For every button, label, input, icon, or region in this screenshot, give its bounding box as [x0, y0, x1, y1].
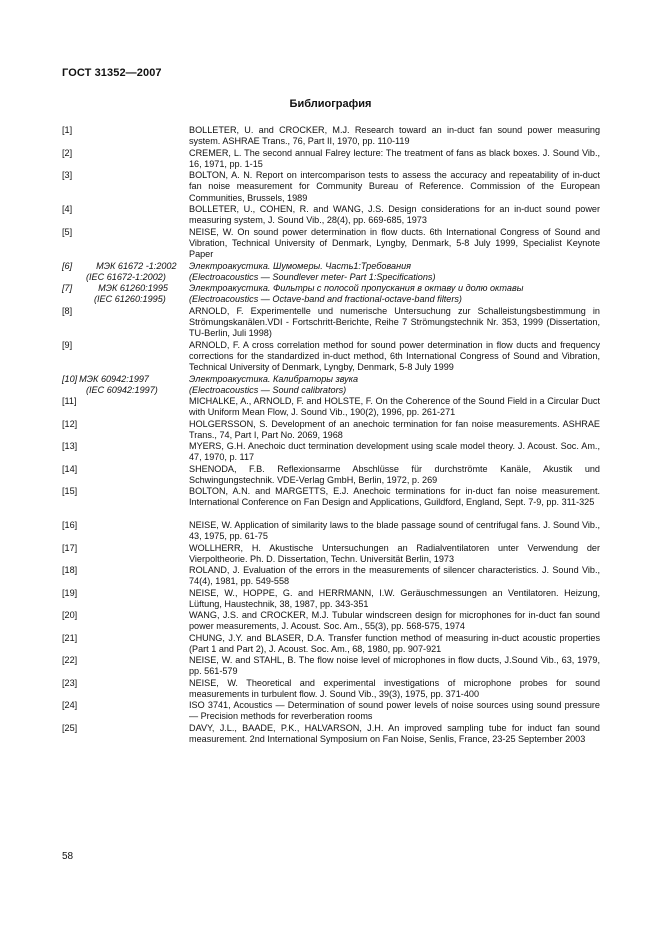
entry-text: SHENODA, F.B. Reflexionsarme Abschlüsse für durchströmte Kanäle, Akustik und Schwingungstechnik. VDE-Verlag GmbH, Berlin, 1972, p. 269 — [189, 463, 600, 485]
bib-entry-22 — [62, 655, 600, 678]
entry-number: [14] — [62, 463, 78, 474]
entry-text: ARNOLD, F. Experimentelle und numerische Untersuchung zur Schalleistungsbestimmung in Strömungskanälen.VDI - Fortschritt-Berichte, Reihe 7 Strömungstechnik Nr. 353, 1999 (Dissertation, TU-Berlin, Juli 1998) — [189, 305, 600, 339]
entry-number: [22] — [62, 655, 78, 665]
entry-text: BOLTON, A.N. and MARGETTS, E.J. Anechoic terminations for in-duct fan noise measurement. International Conference on Fan Design and Applications, Guildford, England, Sept. 7-9, pp. 311-325 — [189, 486, 600, 508]
entry-text-en: (Electroacoustics — Octave-band and fractional-octave-band filters) — [189, 294, 462, 305]
bib-entry-13 — [62, 441, 600, 464]
entry-number: [18] — [62, 565, 78, 575]
entry-number: [16] — [62, 520, 78, 530]
entry-text: DAVY, J.L., BAADE, P.K., HALVARSON, J.H. An improved sampling tube for induct fan sound measurement. 2nd International Symposium on Fan Noise, Senlis, France, 23-25 September 2003 — [189, 722, 600, 744]
bib-entry-25 — [62, 723, 600, 757]
entry-text: Электроакустика. Фильтры с полосой пропускания в октаву и долю октавы — [189, 283, 524, 293]
bibliography-list — [62, 125, 600, 757]
entry-number: [1] — [62, 125, 73, 135]
bib-entry-5 — [62, 227, 600, 261]
bib-entry-16 — [62, 520, 600, 543]
entry-text: Электроакустика. Калибраторы звука — [189, 373, 359, 384]
entry-text: WANG, J.S. and CROCKER, M.J. Tubular windscreen design for microphones for in-duct fan sound power measurements, J. Acoust. Soc. Am., 55(3), pp. 568-575, 1974 — [189, 610, 600, 632]
entry-text: NEISE, W. and STAHL, B. The flow noise level of microphones in flow ducts, J.Sound Vib., 63, 1979, pp. 561-579 — [189, 655, 600, 677]
document-code: ГОСТ 31352—2007 — [62, 67, 162, 79]
entry-number: [4] — [62, 204, 73, 214]
bib-entry-11 — [62, 396, 600, 419]
entry-number: [23] — [62, 677, 78, 688]
entry-number: [7] МЭК 61260:1995 — [62, 283, 168, 293]
entry-standard-code: МЭК 61672 -1:2002 — [96, 260, 177, 271]
entry-number: [6] МЭК 61672 -1:2002 — [62, 260, 177, 271]
bib-entry-20 — [62, 610, 600, 633]
entry-text: CHUNG, J.Y. and BLASER, D.A. Transfer function method of measuring in-duct acoustic properties (Part 1 and Part 2), J. Acoust. Soc. Am., 68, 1980, pp. 907-921 — [189, 632, 600, 654]
bib-entry-7 — [62, 283, 600, 306]
entry-standard-code-en: (IEC 61672-1:2002) — [86, 271, 166, 282]
entry-text: ISO 3741, Acoustics — Determination of sound power levels of noise sources using sound pressure — Precision methods for reverberation rooms — [189, 700, 600, 722]
entry-number: [21] — [62, 632, 78, 643]
bib-entry-18 — [62, 565, 600, 588]
entry-number: [13] — [62, 441, 78, 451]
entry-text: ARNOLD, F. A cross correlation method for sound power determination in flow ducts and frequency corrections for the standardized in-duct method, 6th International Congress of Sound and Vibration, Technical University of Denmark, Lyngby, Denmark, 5-8 July 1999 — [189, 339, 600, 373]
bib-entry-15 — [62, 486, 600, 520]
entry-number: [17] — [62, 542, 78, 553]
entry-number: [25] — [62, 722, 78, 733]
bib-entry-1 — [62, 125, 600, 148]
entry-number: [12] — [62, 418, 78, 429]
entry-standard-code: МЭК 60942:1997 — [79, 373, 149, 384]
entry-number: [19] — [62, 587, 78, 598]
entry-number: [8] — [62, 305, 73, 316]
entry-text: MYERS, G.H. Anechoic duct termination development using scale model theory. J. Acoust. Soc. Am., 47, 1970, p. 117 — [189, 441, 600, 463]
entry-number: [24] — [62, 700, 78, 710]
bib-entry-24 — [62, 700, 600, 723]
entry-text: Электроакустика. Шумомеры. Часть1:Требования — [189, 260, 411, 271]
entry-text: WOLLHERR, H. Akustische Untersuchungen an Radialventilatoren unter Verwendung der Vierpoltheorie. Ph. D. Dissertation, Techn. Universität Berlin, 1973 — [189, 542, 600, 564]
page-title: Библиография — [289, 98, 372, 110]
bib-entry-21 — [62, 633, 600, 656]
entry-text: NEISE, W. On sound power determination in flow ducts. 6th International Congress of Sound and Vibration, Technical University of Denmark, Lyngby, Denmark, 5-8 July 1999, Specialist Keynote Paper — [189, 226, 600, 260]
entry-number: [9] — [62, 339, 73, 350]
entry-text: NEISE, W. Application of similarity laws to the blade passage sound of centrifugal fans. J. Sound Vib., 43, 1975, pp. 61-75 — [189, 520, 600, 542]
page-number: 58 — [62, 851, 74, 862]
entry-text: NEISE, W., HOPPE, G. and HERRMANN, I.W. Geräuschmessungen an Ventilatoren. Heizung, Lüftung, Haustechnik, 38, 1987, pp. 343-351 — [189, 587, 600, 609]
entry-text: CREMER, L. The second annual Falrey lecture: The treatment of fans as black boxes. J. Sound Vib., 16, 1971, pp. 1-15 — [189, 147, 600, 169]
bib-entry-14 — [62, 464, 600, 487]
entry-text: NEISE, W. Theoretical and experimental investigations of microphone probes for sound measurements in turbulent flow. J. Sound Vib., 39(3), 1975, pp. 371-400 — [189, 677, 600, 699]
entry-text: BOLLETER, U., COHEN, R. and WANG, J.S. Design considerations for an in-duct sound power measuring system, J. Sound Vib., 28(4), pp. 669-685, 1973 — [189, 204, 600, 226]
entry-standard-code-en: (IEC 60942:1997) — [86, 384, 158, 395]
bib-entry-17 — [62, 543, 600, 566]
bib-entry-12 — [62, 419, 600, 442]
entry-text: BOLLETER, U. and CROCKER, M.J. Research toward an in-duct fan sound power measuring system. ASHRAE Trans., 76, Part II, 1970, pp. 110-119 — [189, 125, 600, 147]
entry-text: ROLAND, J. Evaluation of the errors in the measurements of silencer characteristics. J. Sound Vib., 74(4), 1981, pp. 549-558 — [189, 565, 600, 587]
entry-number: [5] — [62, 226, 73, 237]
entry-number: [15] — [62, 486, 78, 496]
entry-text: BOLTON, A. N. Report on intercomparison tests to assess the accuracy and repeatability of in-duct fan noise measurement for Community Bureau of Reference. Commission of the European Communities, Brussels, 1989 — [189, 170, 600, 203]
bib-entry-8 — [62, 306, 600, 340]
entry-text-en: (Electroacoustics — Soundlever meter- Part 1:Specifications) — [189, 271, 436, 282]
entry-number: [20] — [62, 610, 78, 620]
entry-text-en: (Electroacoustics — Sound calibrators) — [189, 384, 347, 395]
bib-entry-6 — [62, 261, 600, 284]
bib-entry-10 — [62, 374, 600, 397]
entry-number: [3] — [62, 170, 73, 180]
entry-number: [11] — [62, 396, 77, 406]
bib-entry-9 — [62, 340, 600, 374]
entry-number: [2] — [62, 147, 73, 158]
bib-entry-4 — [62, 204, 600, 227]
entry-text: MICHALKE, A., ARNOLD, F. and HOLSTE, F. On the Coherence of the Sound Field in a Circular Duct with Uniform Mean Flow, J. Sound Vib., 190(2), 1996, pp. 261-271 — [189, 396, 600, 418]
entry-standard-code-en: (IEC 61260:1995) — [94, 294, 166, 305]
bib-entry-2 — [62, 148, 600, 171]
entry-number: [10] МЭК 60942:1997 — [62, 373, 149, 384]
bib-entry-3 — [62, 170, 600, 204]
bib-entry-23 — [62, 678, 600, 701]
bib-entry-19 — [62, 588, 600, 611]
entry-standard-code: МЭК 61260:1995 — [98, 283, 168, 293]
entry-text: HOLGERSSON, S. Development of an anechoic termination for fan noise measurements. ASHRAE Trans., 74, Part I, Part No. 2069, 1968 — [189, 418, 600, 440]
